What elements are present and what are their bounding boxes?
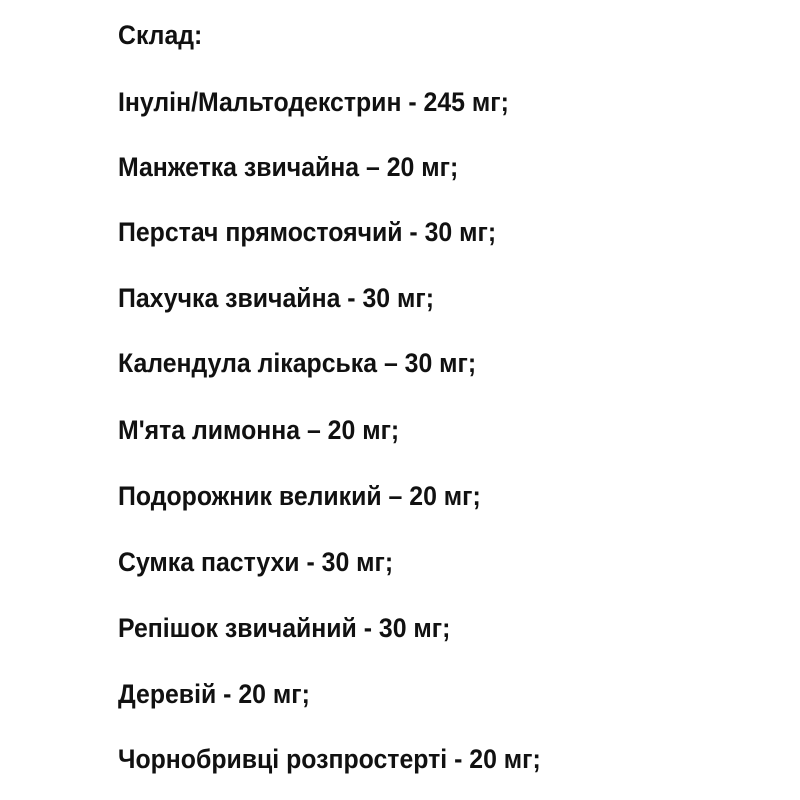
ingredient-line: Подорожник великий – 20 мг; bbox=[118, 481, 481, 511]
composition-heading: Склад: bbox=[118, 20, 203, 50]
ingredient-line: Репішок звичайний - 30 мг; bbox=[118, 613, 451, 643]
ingredient-line: Перстач прямостоячий - 30 мг; bbox=[118, 217, 497, 247]
ingredient-line: М'ята лимонна – 20 мг; bbox=[118, 415, 400, 445]
ingredient-line: Сумка пастухи - 30 мг; bbox=[118, 547, 394, 577]
ingredient-line: Календула лікарська – 30 мг; bbox=[118, 348, 477, 378]
ingredient-line: Манжетка звичайна – 20 мг; bbox=[118, 152, 459, 182]
ingredient-line: Деревій - 20 мг; bbox=[118, 679, 310, 709]
ingredient-line: Пахучка звичайна - 30 мг; bbox=[118, 283, 434, 313]
ingredient-line: Інулін/Мальтодекстрин - 245 мг; bbox=[118, 87, 509, 117]
ingredient-line: Чорнобривці розпростерті - 20 мг; bbox=[118, 744, 541, 774]
